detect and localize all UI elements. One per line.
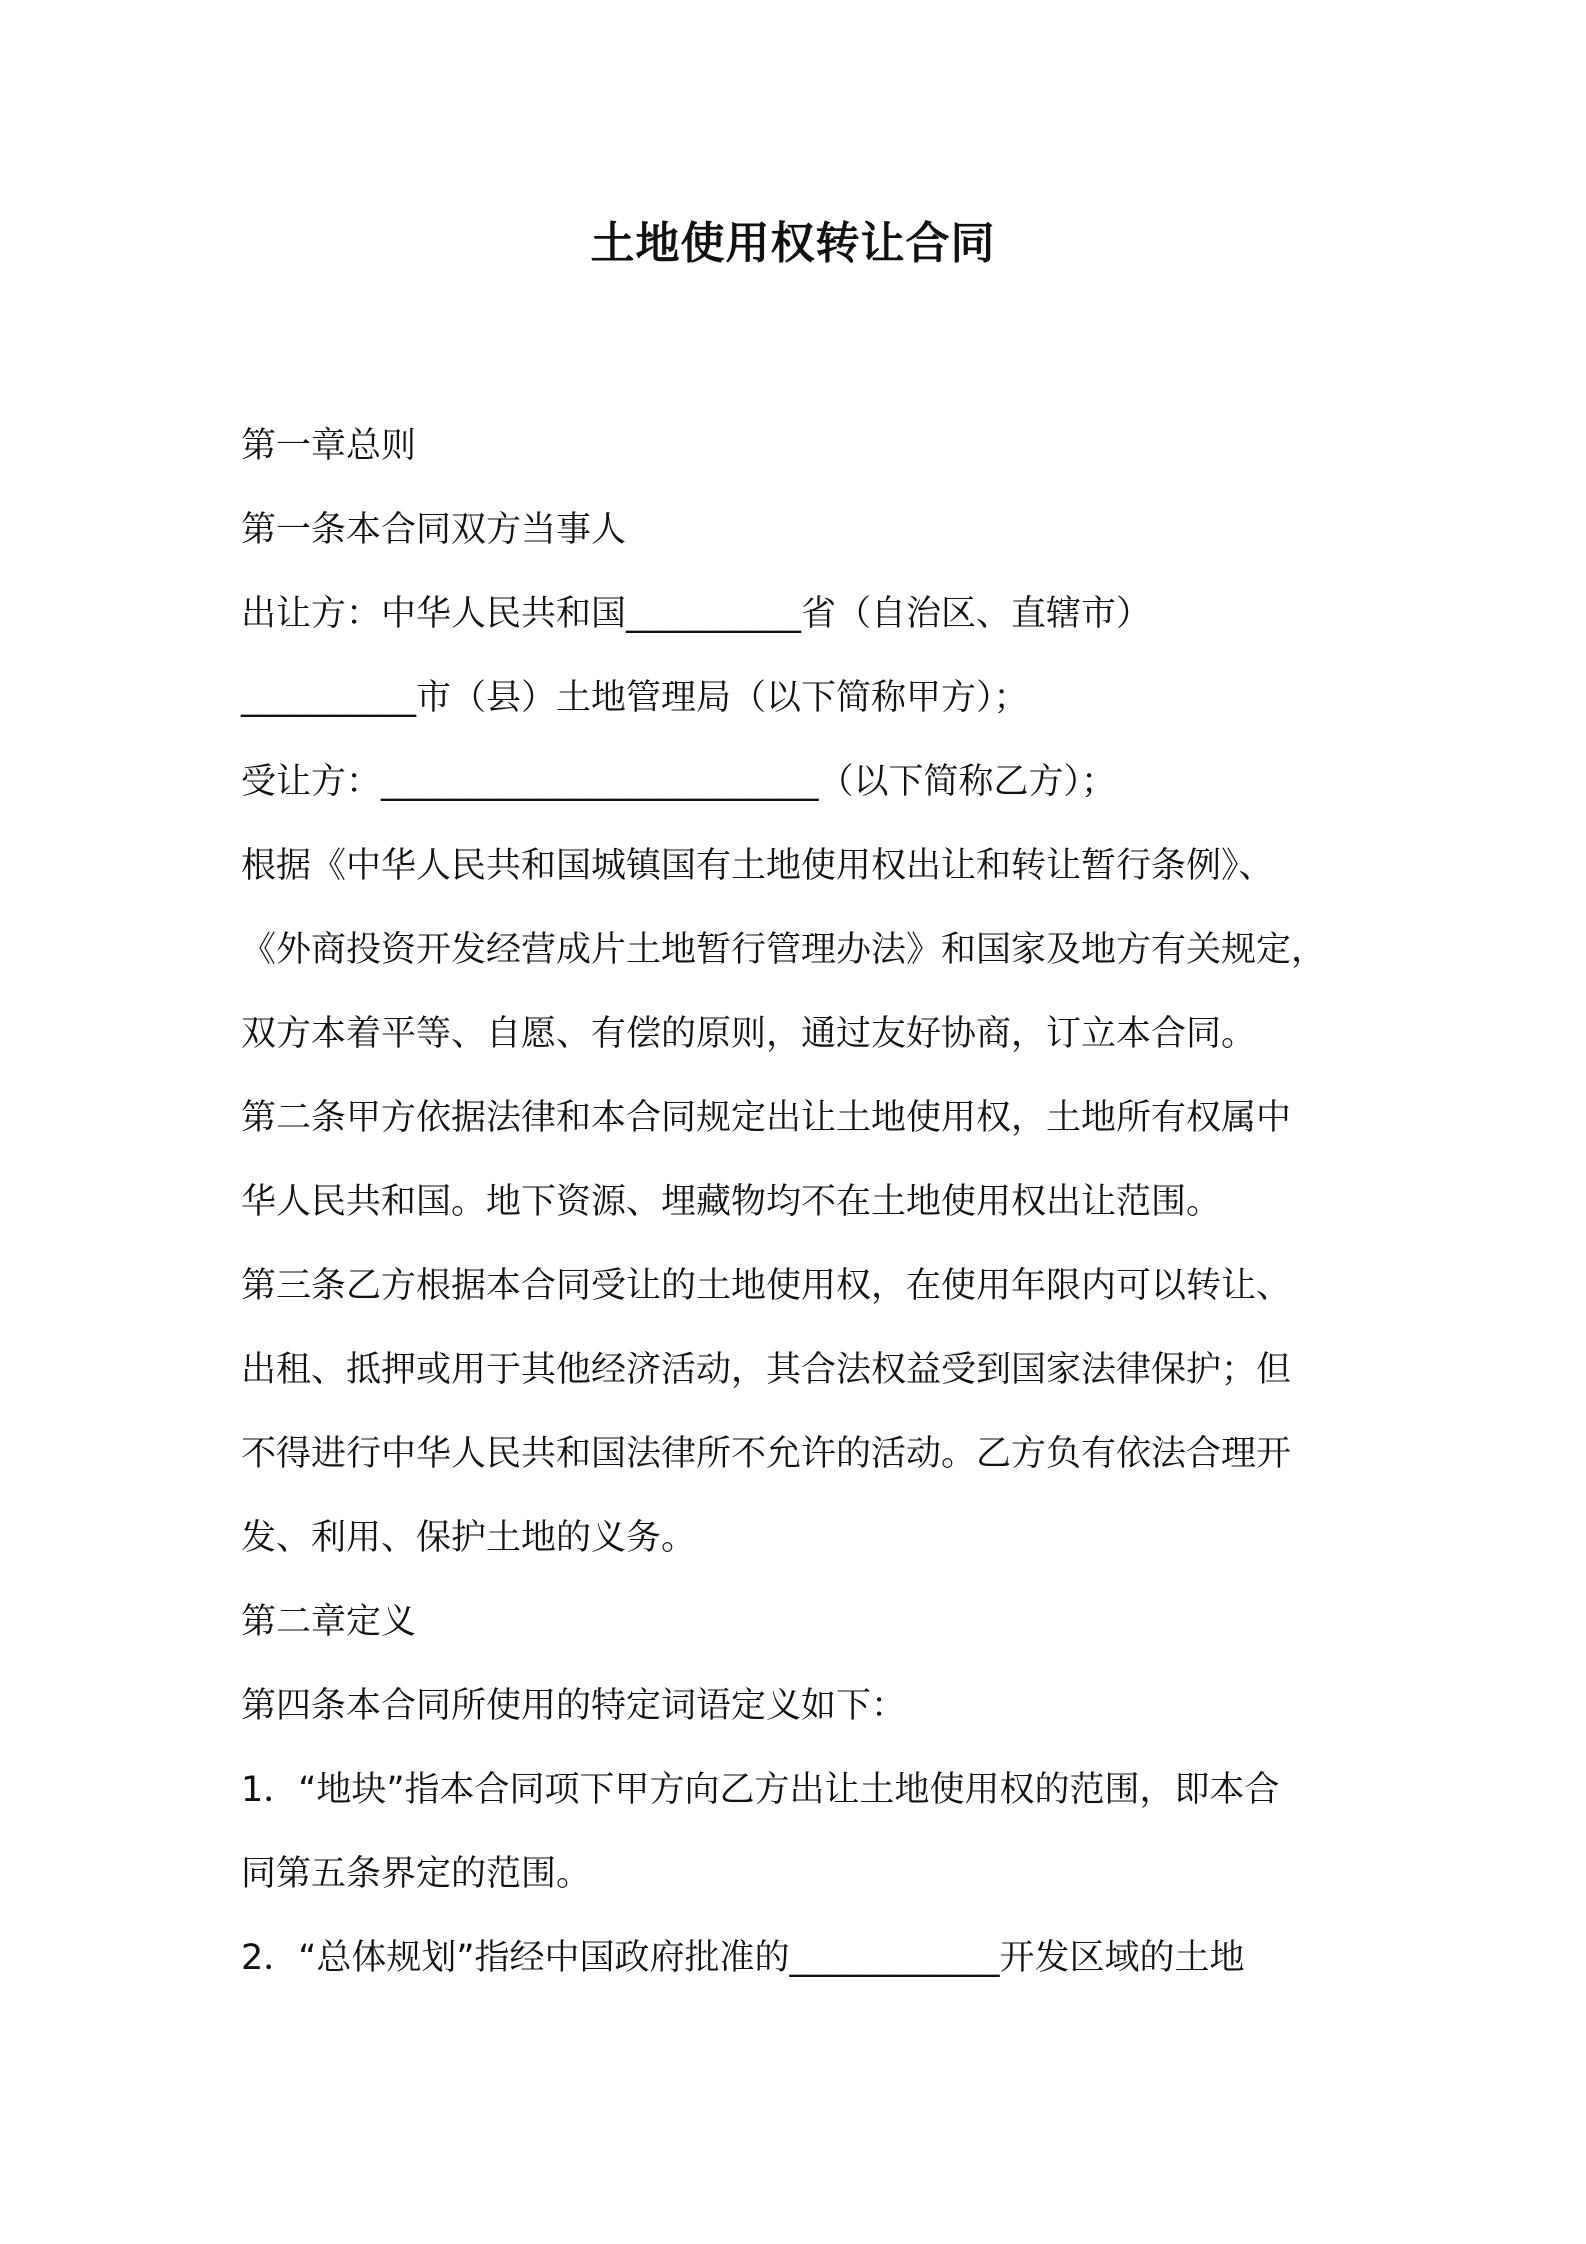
definition-2-line-1: 2．“总体规划”指经中国政府批准的____________开发区域的土地 [241,1938,1245,1978]
chapter-heading-definitions: 第二章定义 [241,1602,417,1642]
article-2-line-2: 华人民共和国。地下资源、埋藏物均不在土地使用权出让范围。 [241,1182,1222,1222]
article-4-heading: 第四条本合同所使用的特定词语定义如下： [241,1686,907,1726]
definition-1-line-1: 1．“地块”指本合同项下甲方向乙方出让土地使用权的范围，即本合 [241,1770,1280,1810]
transferee-line: 受让方：_________________________（以下简称乙方）； [241,762,1117,802]
basis-line-3: 双方本着平等、自愿、有偿的原则，通过友好协商，订立本合同。 [241,1014,1257,1054]
article-1-heading: 第一条本合同双方当事人 [241,510,627,550]
basis-line-1: 根据《中华人民共和国城镇国有土地使用权出让和转让暂行条例》、 [241,846,1274,886]
article-2-line-1: 第二条甲方依据法律和本合同规定出让土地使用权，土地所有权属中 [241,1098,1292,1138]
document-title: 土地使用权转让合同 [590,218,996,269]
article-3-line-1: 第三条乙方根据本合同受让的土地使用权，在使用年限内可以转让、 [241,1266,1292,1306]
transferor-line-2: __________市（县）土地管理局（以下简称甲方）； [241,678,1029,718]
transferor-line-1: 出让方：中华人民共和国__________省（自治区、直辖市） [241,594,1152,634]
article-3-line-4: 发、利用、保护土地的义务。 [241,1518,697,1558]
basis-line-2: 《外商投资开发经营成片土地暂行管理办法》和国家及地方有关规定， [241,930,1327,970]
article-3-line-2: 出租、抵押或用于其他经济活动，其合法权益受到国家法律保护；但 [241,1350,1292,1390]
definition-1-line-2: 同第五条界定的范围。 [241,1854,592,1894]
document-body [241,404,1361,2000]
chapter-heading-general: 第一章总则 [241,426,417,466]
article-3-line-3: 不得进行中华人民共和国法律所不允许的活动。乙方负有依法合理开 [241,1434,1292,1474]
